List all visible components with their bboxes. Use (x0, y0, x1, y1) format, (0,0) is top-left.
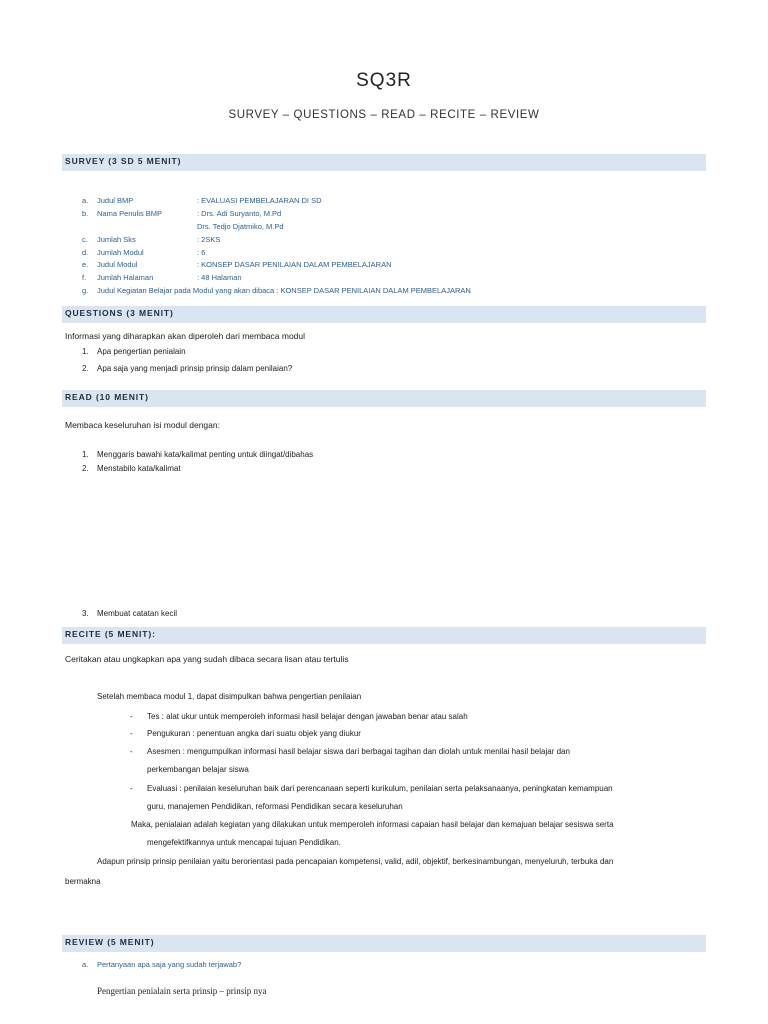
review-heading-bar (62, 935, 706, 952)
survey-value: : 6 (197, 248, 206, 257)
survey-marker: b. (82, 209, 89, 218)
read-intro: Membaca keseluruhan isi modul dengan: (65, 420, 220, 430)
survey-label: Judul Modul (97, 260, 138, 269)
review-heading: REVIEW (5 MENIT) (65, 937, 155, 947)
survey-marker: a. (82, 196, 89, 205)
survey-value: : Drs. Adi Suryanto, M.Pd (197, 209, 282, 218)
question-text: Apa saja yang menjadi prinsip prinsip dalam penilaian? (97, 364, 293, 373)
survey-value: : 48 Halaman (197, 273, 242, 282)
recite-intro: Ceritakan atau ungkapkan apa yang sudah dibaca secara lisan atau tertulis (65, 654, 349, 664)
read-item-text: Menstabilo kata/kalimat (97, 464, 181, 473)
recite-summary: Setelah membaca modul 1, dapat disimpulkan bahwa pengertian penilaian (97, 692, 362, 701)
recite-bullet-marker: - (130, 784, 133, 793)
recite-bullet-marker: - (130, 729, 133, 738)
recite-bullet-text: guru, manajemen Pendidikan, reformasi Pendidikan secara keseluruhan (147, 802, 403, 811)
read-heading: READ (10 MENIT) (65, 392, 149, 402)
recite-conclusion-cont: mengefektifkannya untuk mencapai tujuan Pendidikan. (147, 838, 341, 847)
read-marker: 1. (82, 450, 89, 459)
question-text: Apa pengertian penialain (97, 347, 186, 356)
questions-heading: QUESTIONS (3 MENIT) (65, 308, 174, 318)
page-subtitle: SURVEY – QUESTIONS – READ – RECITE – REVIEW (228, 109, 540, 121)
page-title: SQ3R (356, 70, 412, 91)
review-marker: a. (82, 960, 89, 969)
recite-bullet-marker: - (130, 712, 133, 721)
question-marker: 2. (82, 364, 89, 373)
recite-bullet-text: Tes : alat ukur untuk memperoleh informasi hasil belajar dengan jawaban benar atau salah (147, 712, 468, 721)
survey-label: Judul BMP (97, 196, 134, 205)
recite-conclusion: Maka, penialaian adalah kegiatan yang dilakukan untuk memperoleh informasi capaian hasil belajar dan kemajuan belajar sesiswa serta (131, 820, 614, 829)
survey-label: Jumlah Sks (97, 235, 136, 244)
survey-marker: c. (82, 235, 88, 244)
read-marker: 3. (82, 609, 89, 618)
survey-value: : EVALUASI PEMBELAJARAN DI SD (197, 196, 322, 205)
questions-heading-bar (62, 306, 706, 323)
question-marker: 1. (82, 347, 89, 356)
recite-bullet-text: Asesmen : mengumpulkan informasi hasil belajar siswa dari berbagai tagihan dan diolah untuk menilai hasil belajar dan (147, 747, 570, 756)
survey-marker: d. (82, 248, 89, 257)
survey-marker: f. (82, 273, 87, 282)
survey-label: Jumlah Modul (97, 248, 144, 257)
survey-marker: e. (82, 260, 89, 269)
recite-bullet-text: Pengukuran : penentuan angka dari suatu objek yang diukur (147, 729, 361, 738)
survey-item-g-text: Judul Kegiatan Belajar pada Modul yang akan dibaca : KONSEP DASAR PENILAIAN DALAM PEMBELAJARAN (97, 286, 471, 295)
survey-marker: g. (82, 286, 89, 295)
questions-intro: Informasi yang diharapkan akan diperoleh dari membaca modul (65, 331, 306, 341)
survey-label: Jumlah Halaman (97, 273, 154, 282)
read-item-text: Membuat catatan kecil (97, 609, 178, 618)
read-heading-bar (62, 390, 706, 407)
recite-bullet-marker: - (130, 747, 133, 756)
read-marker: 2. (82, 464, 89, 473)
survey-value: : 2SKS (197, 235, 221, 244)
survey-heading: SURVEY (3 SD 5 MENIT) (65, 156, 182, 166)
survey-value: Drs. Tedjo Djatmiko, M.Pd (197, 222, 284, 231)
recite-heading-bar (62, 627, 706, 644)
survey-heading-bar (62, 154, 706, 171)
recite-principles-cont: bermakna (65, 877, 101, 886)
recite-heading: RECITE (5 MENIT): (65, 629, 156, 639)
survey-value: : KONSEP DASAR PENILAIAN DALAM PEMBELAJARAN (197, 260, 392, 269)
survey-label: Nama Penulis BMP (97, 209, 163, 218)
recite-principles: Adapun prinsip prinsip penilaian yaitu berorientasi pada pencapaian kompetensi, valid, adil, objektif, berkesinambungan, menyeluruh, terbuka dan (97, 857, 614, 866)
review-question: Pertanyaan apa saja yang sudah terjawab? (97, 960, 242, 969)
review-answer: Pengertian penialain serta prinsip – prinsip nya (97, 986, 267, 996)
recite-bullet-text: Evaluasi : penilaian keseluruhan baik dari perencanaan seperti kurikulum, penilaian serta pelaksanaanya, peningkatan kemampuan (147, 784, 613, 793)
recite-bullet-text: perkembangan belajar siswa (147, 765, 249, 774)
read-item-text: Menggaris bawahi kata/kalimat penting untuk diingat/dibahas (97, 450, 314, 459)
